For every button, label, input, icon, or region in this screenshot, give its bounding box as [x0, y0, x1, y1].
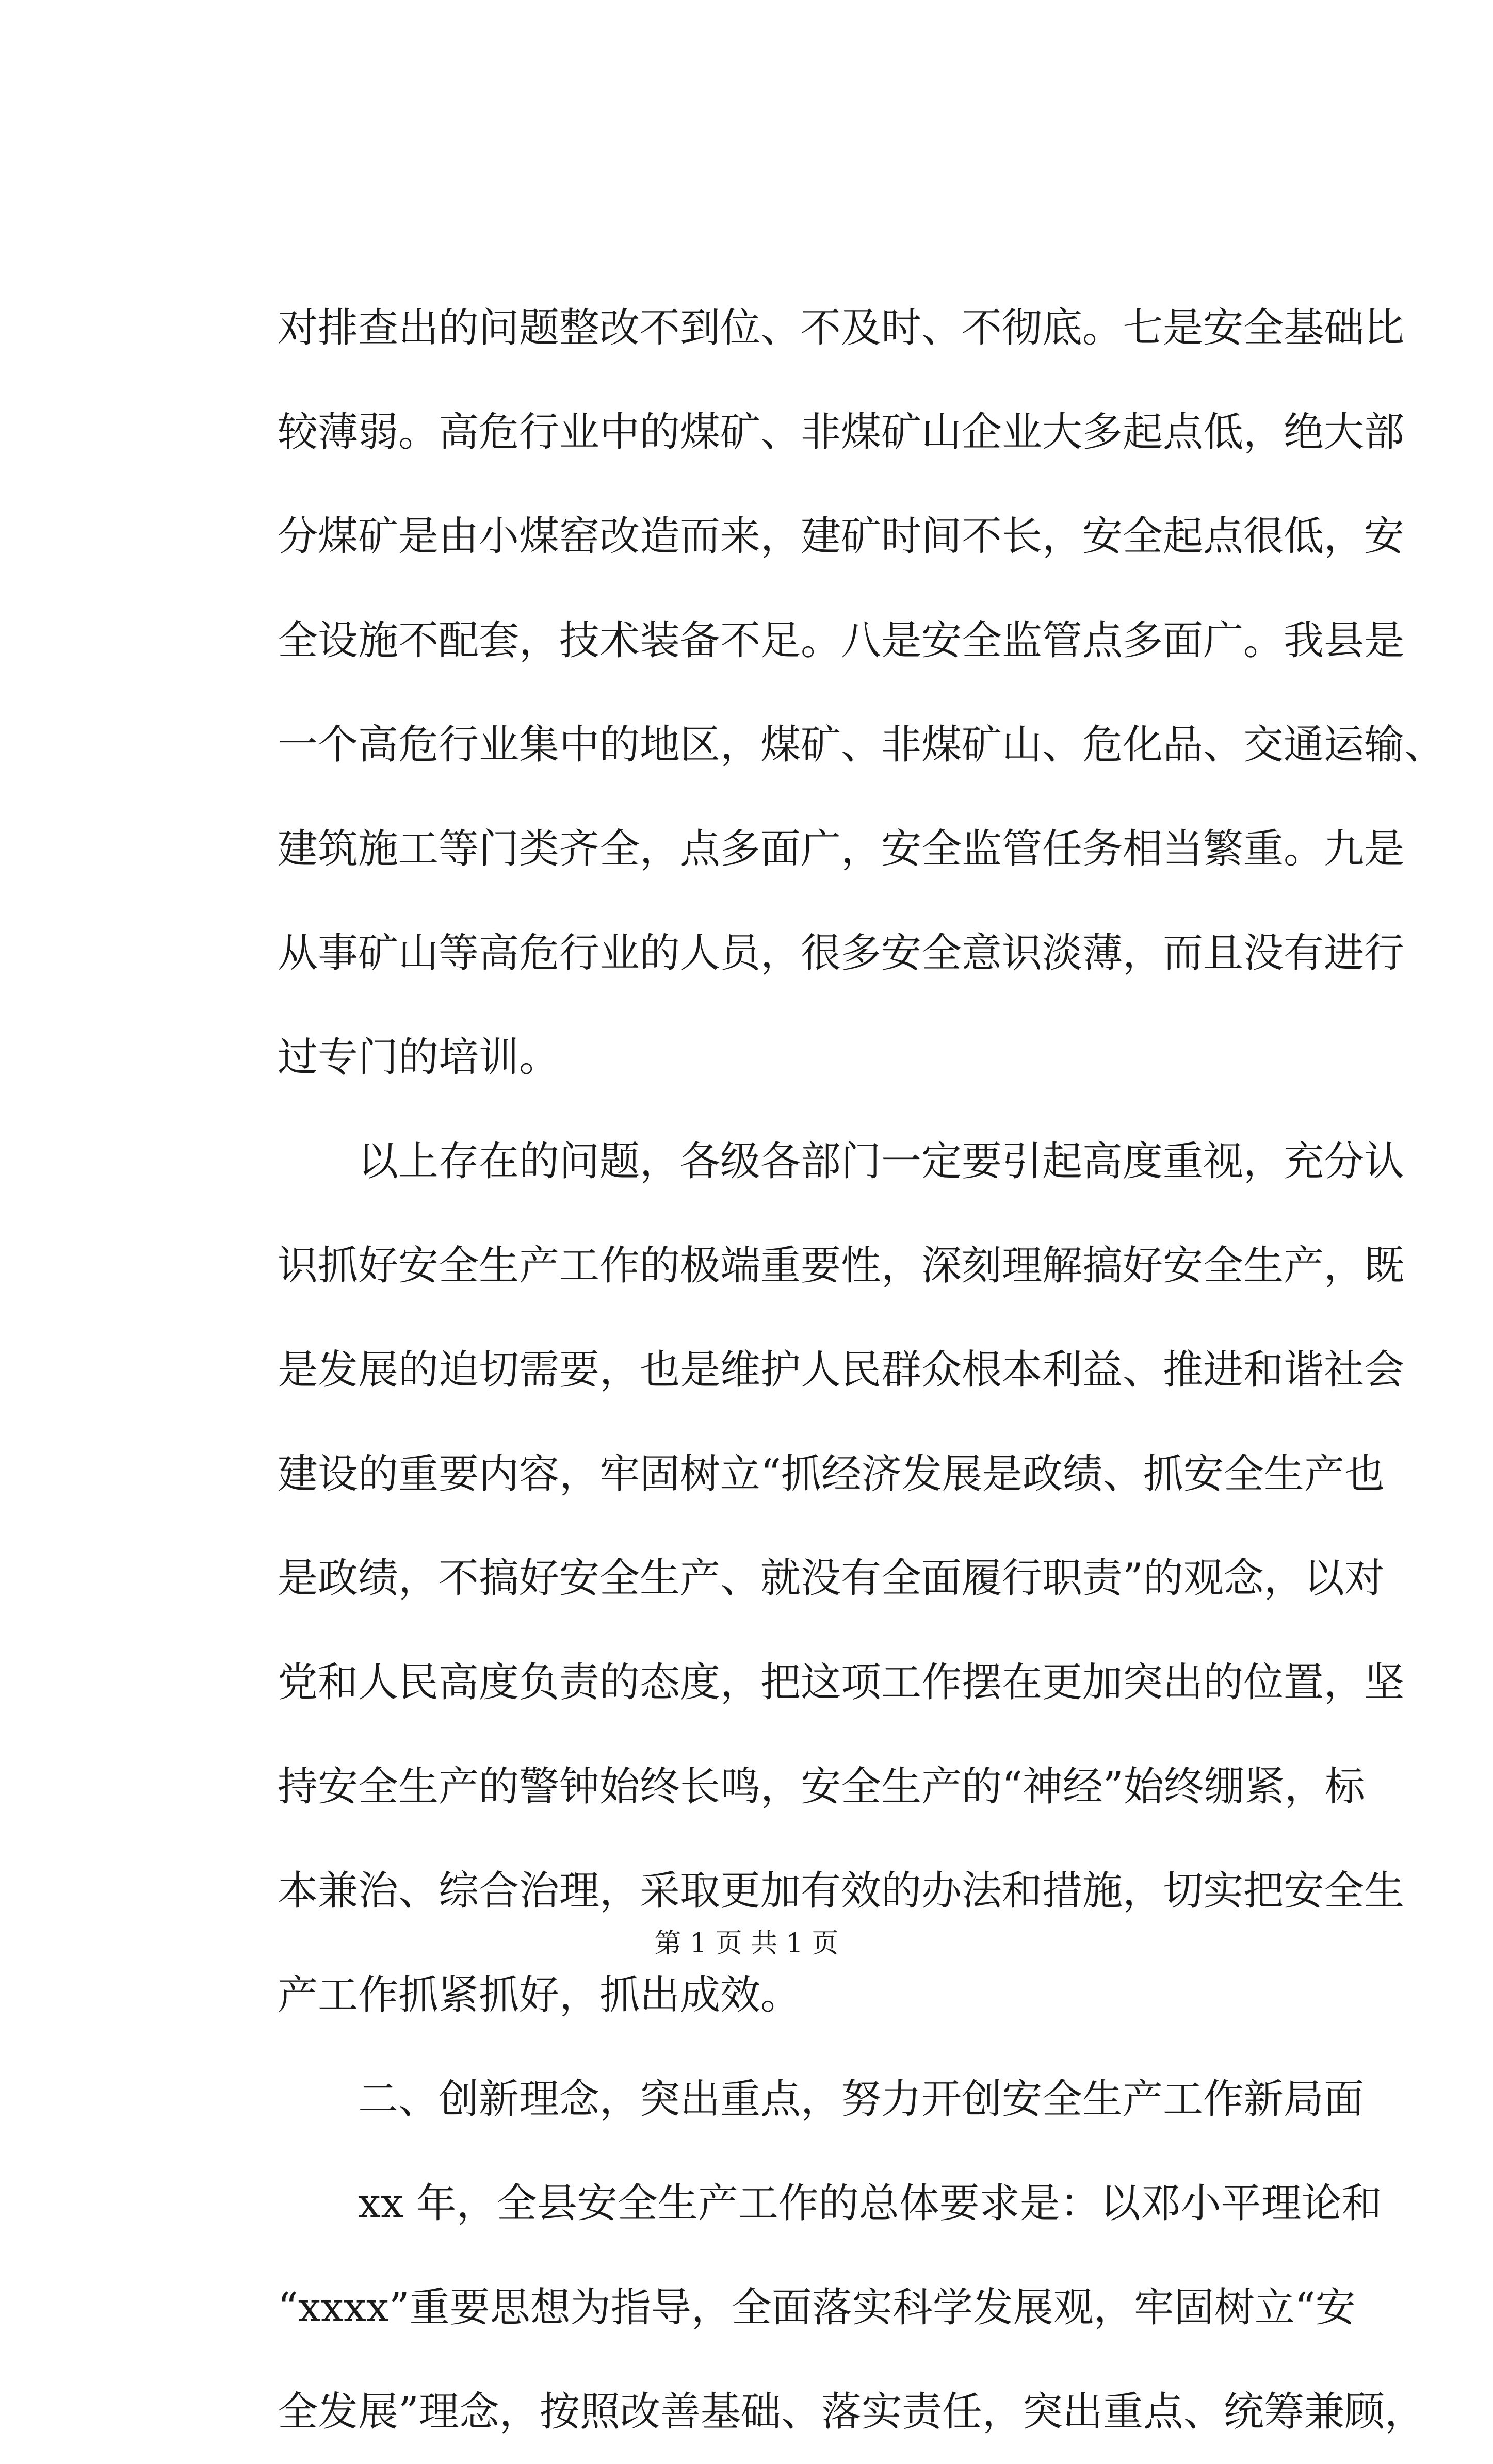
section-heading: 二、创新理念，突出重点，努力开创安全生产工作新局面: [278, 2076, 1365, 2123]
text-line: 持安全生产的警钟始终长鸣，安全生产的“神经”始终绷紧，标: [278, 1764, 1365, 1810]
text-line: 党和人民高度负责的态度，把这项工作摆在更加突出的位置，坚: [278, 1659, 1405, 1706]
text-line: 较薄弱。高危行业中的煤矿、非煤矿山企业大多起点低，绝大部: [278, 409, 1405, 455]
text-line: “xxxx”重要思想为指导，全面落实科学发展观，牢固树立“安: [278, 2284, 1356, 2331]
document-body: [278, 276, 1445, 2464]
text-line: 过专门的培训。: [278, 1034, 560, 1081]
text-line: 全发展”理念，按照改善基础、落实责任，突出重点、统筹兼顾，: [278, 2389, 1425, 2435]
text-line: 产工作抓紧抓好，抓出成效。: [278, 1972, 801, 2018]
text-line: 全设施不配套，技术装备不足。八是安全监管点多面广。我县是: [278, 617, 1405, 664]
text-line: 建设的重要内容，牢固树立“抓经济发展是政绩、抓安全生产也: [278, 1451, 1385, 1497]
paragraph-start-line: xx 年，全县安全生产工作的总体要求是：以邓小平理论和: [278, 2180, 1382, 2227]
text-line: 本兼治、综合治理，采取更加有效的办法和措施，切实把安全生: [278, 1868, 1405, 1914]
text-line: 是政绩，不搞好安全生产、就没有全面履行职责”的观念，以对: [278, 1555, 1385, 1602]
page-footer: 第 1 页 共 1 页: [654, 1928, 839, 1959]
text-line: 是发展的迫切需要，也是维护人民群众根本利益、推进和谐社会: [278, 1347, 1405, 1393]
paragraph-start-line: 以上存在的问题，各级各部门一定要引起高度重视，充分认: [278, 1138, 1405, 1185]
text-line: 分煤矿是由小煤窑改造而来，建矿时间不长，安全起点很低，安: [278, 513, 1405, 560]
text-line: 从事矿山等高危行业的人员，很多安全意识淡薄，而且没有进行: [278, 930, 1405, 976]
text-line: 建筑施工等门类齐全，点多面广，安全监管任务相当繁重。九是: [278, 826, 1405, 872]
text-line: 识抓好安全生产工作的极端重要性，深刻理解搞好安全生产，既: [278, 1243, 1405, 1289]
text-line: 一个高危行业集中的地区，煤矿、非煤矿山、危化品、交通运输、: [278, 722, 1445, 768]
text-line: 对排查出的问题整改不到位、不及时、不彻底。七是安全基础比: [278, 305, 1405, 351]
